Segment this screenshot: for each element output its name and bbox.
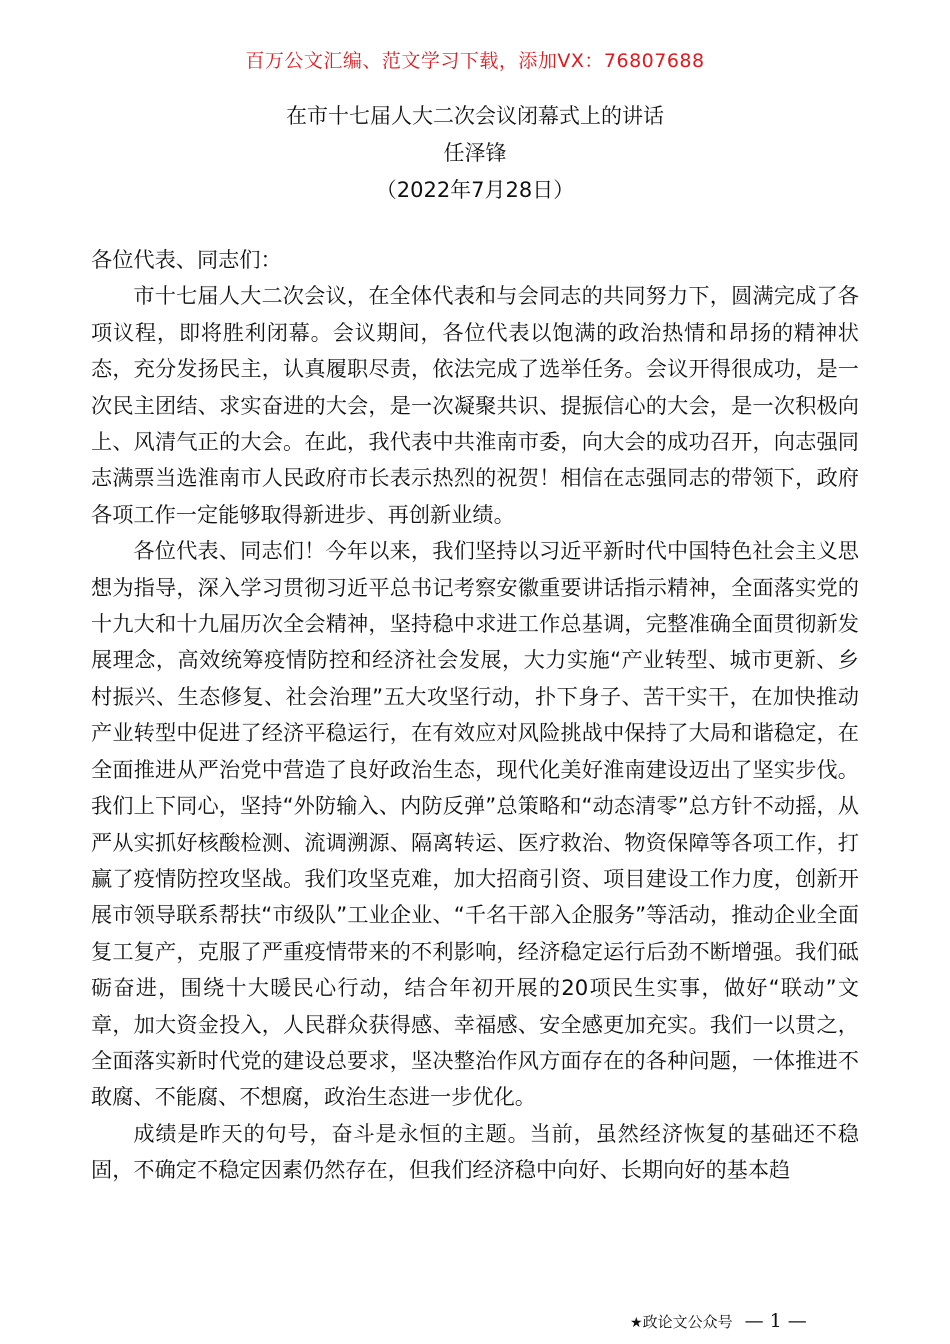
page-footer bbox=[630, 1310, 890, 1332]
page-number: — 1 — bbox=[744, 1310, 807, 1332]
paragraph-1: 市十七届人大二次会议，在全体代表和与会同志的共同努力下，圆满完成了各项议程，即将胜利闭幕。会议期间，各位代表以饱满的政治热情和昂扬的精神状态，充分发扬民主，认真履职尽责，依法完成了选举任务。会议开得很成功，是一次民主团结、求实奋进的大会，是一次凝聚共识、提振信心的大会，是一次积极向上、风清气正的大会。在此，我代表中共淮南市委，向大会的成功召开，向志强同志满票当选淮南市人民政府市长表示热烈的祝贺！相信在志强同志的带领下，政府各项工作一定能够取得新进步、再创新业绩。 bbox=[91, 283, 859, 527]
star-icon: ★ bbox=[630, 1315, 643, 1331]
speech-body bbox=[91, 242, 859, 1189]
title-block bbox=[0, 98, 950, 209]
speech-title: 在市十七届人大二次会议闭幕式上的讲话 bbox=[286, 104, 664, 128]
salutation: 各位代表、同志们： bbox=[91, 247, 282, 272]
footer-label: 政论文公众号 bbox=[642, 1313, 733, 1331]
speaker-name: 任泽锋 bbox=[443, 141, 507, 165]
paragraph-3: 成绩是昨天的句号，奋斗是永恒的主题。当前，虽然经济恢复的基础还不稳固，不确定不稳定因素仍然存在，但我们经济稳中向好、长期向好的基本趋 bbox=[91, 1120, 859, 1183]
paragraph-2: 各位代表、同志们！今年以来，我们坚持以习近平新时代中国特色社会主义思想为指导，深入学习贯彻习近平总书记考察安徽重要讲话指示精神，全面落实党的十九大和十九届历次全会精神，坚持稳中求进工作总基调，完整准确全面贯彻新发展理念，高效统筹疫情防控和经济社会发展，大力实施“产业转型、城市更新、乡村振兴、生态修复、社会治理”五大攻坚行动，扑下身子、苦干实干，在加快推动产业转型中促进了经济平稳运行，在有效应对风险挑战中保持了大局和谐稳定，在全面推进从严治党中营造了良好政治生态，现代化美好淮南建设迈出了坚实步伐。我们上下同心，坚持“外防输入、内防反弹”总策略和“动态清零”总方针不动摇，从严从实抓好核酸检测、流调溯源、隔离转运、医疗救治、物资保障等各项工作，打赢了疫情防控攻坚战。我们攻坚克难，加大招商引资、项目建设工作力度，创新开展市领导联系帮扶“市级队”工业企业、“千名干部入企服务”等活动，推动企业全面复工复产，克服了严重疫情带来的不利影响，经济稳定运行后劲不断增强。我们砥砺奋进，围绕十大暖民心行动，结合年初开展的20项民生实事，做好“联动”文章，加大资金投入，人民群众获得感、幸福感、安全感更加充实。我们一以贯之，全面落实新时代党的建设总要求，坚决整治作风方面存在的各种问题，一体推进不敢腐、不能腐、不想腐，政治生态进一步优化。 bbox=[91, 538, 859, 1110]
promo-banner: 百万公文汇编、范文学习下载，添加VX：76807688 bbox=[245, 50, 705, 72]
speech-date: （2022年7月28日） bbox=[375, 178, 575, 202]
